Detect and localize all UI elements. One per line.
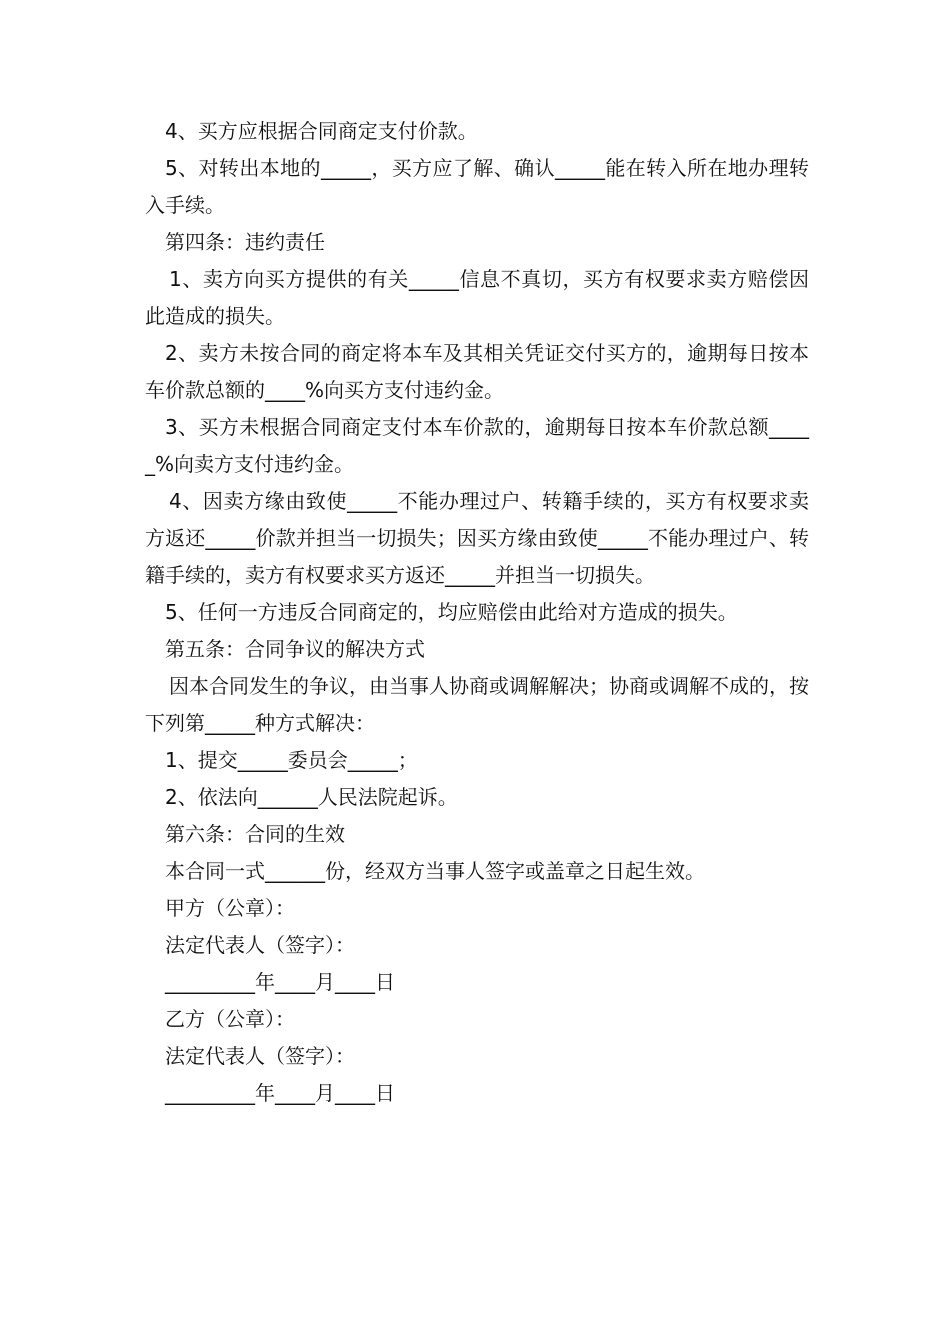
section-heading-6: 第六条：合同的生效 xyxy=(165,822,345,846)
party-b-seal-line: 乙方（公章）： xyxy=(165,1007,295,1031)
party-a-seal-line: 甲方（公章）： xyxy=(165,896,295,920)
clause-4-item-5: 5、任何一方违反合同商定的，均应赔偿由此给对方造成的损失。 xyxy=(165,600,738,624)
document-body xyxy=(145,113,809,1112)
clause-6-text: 本合同一式______份，经双方当事人签字或盖章之日起生效。 xyxy=(165,859,705,883)
clause-3-item-5: 5、对转出本地的_____，买方应了解、确认_____能在转入所在地办理转入手续。 xyxy=(145,156,809,217)
clause-4-item-4: 4、因卖方缘由致使_____不能办理过户、转籍手续的，买方有权要求卖方返还_____价款并担当一切损失；因买方缘由致使_____不能办理过户、转籍手续的，卖方有权要求买方返还_____并担当一切损失。 xyxy=(145,489,809,587)
party-a-representative-line: 法定代表人（签字）： xyxy=(165,933,355,957)
section-heading-4: 第四条：违约责任 xyxy=(165,230,325,254)
clause-5-option-2: 2、依法向______人民法院起诉。 xyxy=(165,785,458,809)
clause-4-item-1: 1、卖方向买方提供的有关_____信息不真切，买方有权要求卖方赔偿因此造成的损失。 xyxy=(145,267,809,328)
clause-3-item-4: 4、买方应根据合同商定支付价款。 xyxy=(165,119,478,143)
clause-4-item-3: 3、买方未根据合同商定支付本车价款的，逾期每日按本车价款总额_____%向卖方支付违约金。 xyxy=(145,415,809,476)
party-a-date-line: _________年____月____日 xyxy=(165,970,395,994)
clause-4-item-2: 2、卖方未按合同的商定将本车及其相关凭证交付买方的，逾期每日按本车价款总额的____%向买方支付违约金。 xyxy=(145,341,809,402)
section-heading-5: 第五条：合同争议的解决方式 xyxy=(165,637,425,661)
party-b-representative-line: 法定代表人（签字）： xyxy=(165,1044,355,1068)
party-b-date-line: _________年____月____日 xyxy=(165,1081,395,1105)
clause-5-option-1: 1、提交_____委员会_____； xyxy=(165,748,418,772)
clause-5-intro: 因本合同发生的争议，由当事人协商或调解解决；协商或调解不成的，按下列第_____种方式解决： xyxy=(145,674,809,735)
